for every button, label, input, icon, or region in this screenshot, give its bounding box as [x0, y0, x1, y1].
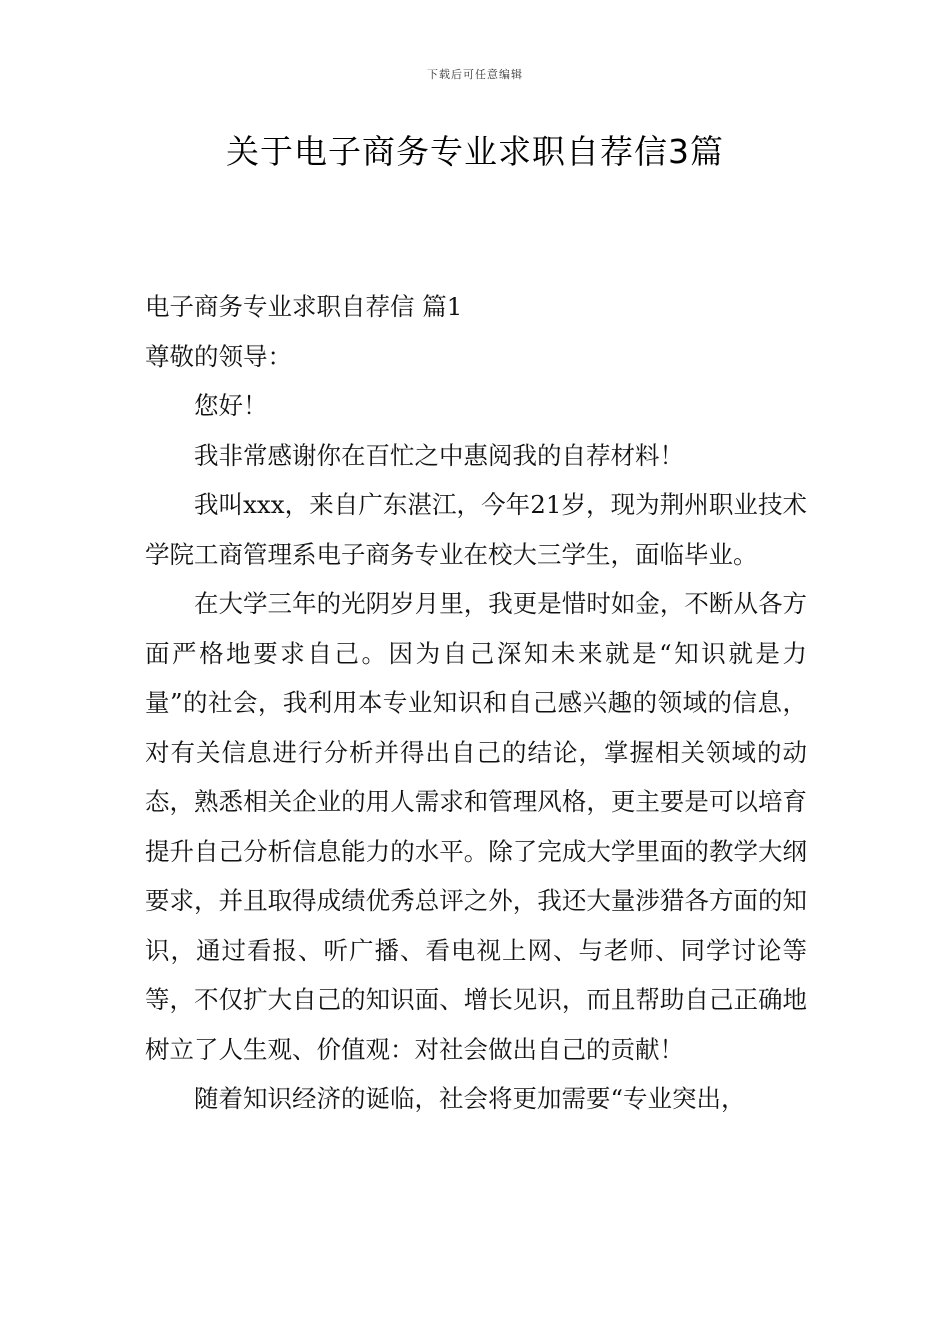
paragraph-thanks: 我非常感谢你在百忙之中惠阅我的自荐材料！ [194, 440, 684, 470]
paragraph-greeting: 您好！ [194, 391, 268, 420]
document-title: 关于电子商务专业求职自荐信3篇 [226, 132, 724, 171]
header-note: 下载后可任意编辑 [427, 68, 523, 81]
paragraph-introduction: 我叫xxx，来自广东湛江，今年21岁，现为荆州职业技术学院工商管理系电子商务专业在校大三学生，面临毕业。 [145, 490, 807, 569]
document-body [145, 282, 807, 1124]
salutation: 尊敬的领导： [145, 341, 292, 371]
section-heading: 电子商务专业求职自荐信 篇1 [145, 292, 463, 321]
paragraph-university-life: 在大学三年的光阴岁月里，我更是惜时如金，不断从各方面严格地要求自己。因为自己深知未来就是“知识就是力量”的社会，我利用本专业知识和自己感兴趣的领域的信息，对有关信息进行分析并得出自己的结论，掌握相关领域的动态，熟悉相关企业的用人需求和管理风格，更主要是可以培育提升自己分析信息能力的水平。除了完成大学里面的教学大纲要求，并且取得成绩优秀总评之外，我还大量涉猎各方面的知识，通过看报、听广播、看电视上网、与老师、同学讨论等等，不仅扩大自己的知识面、增长见识，而且帮助自己正确地树立了人生观、价值观：对社会做出自己的贡献！ [145, 589, 807, 1064]
paragraph-knowledge-economy: 随着知识经济的诞临，社会将更加需要“专业突出， [194, 1084, 746, 1113]
